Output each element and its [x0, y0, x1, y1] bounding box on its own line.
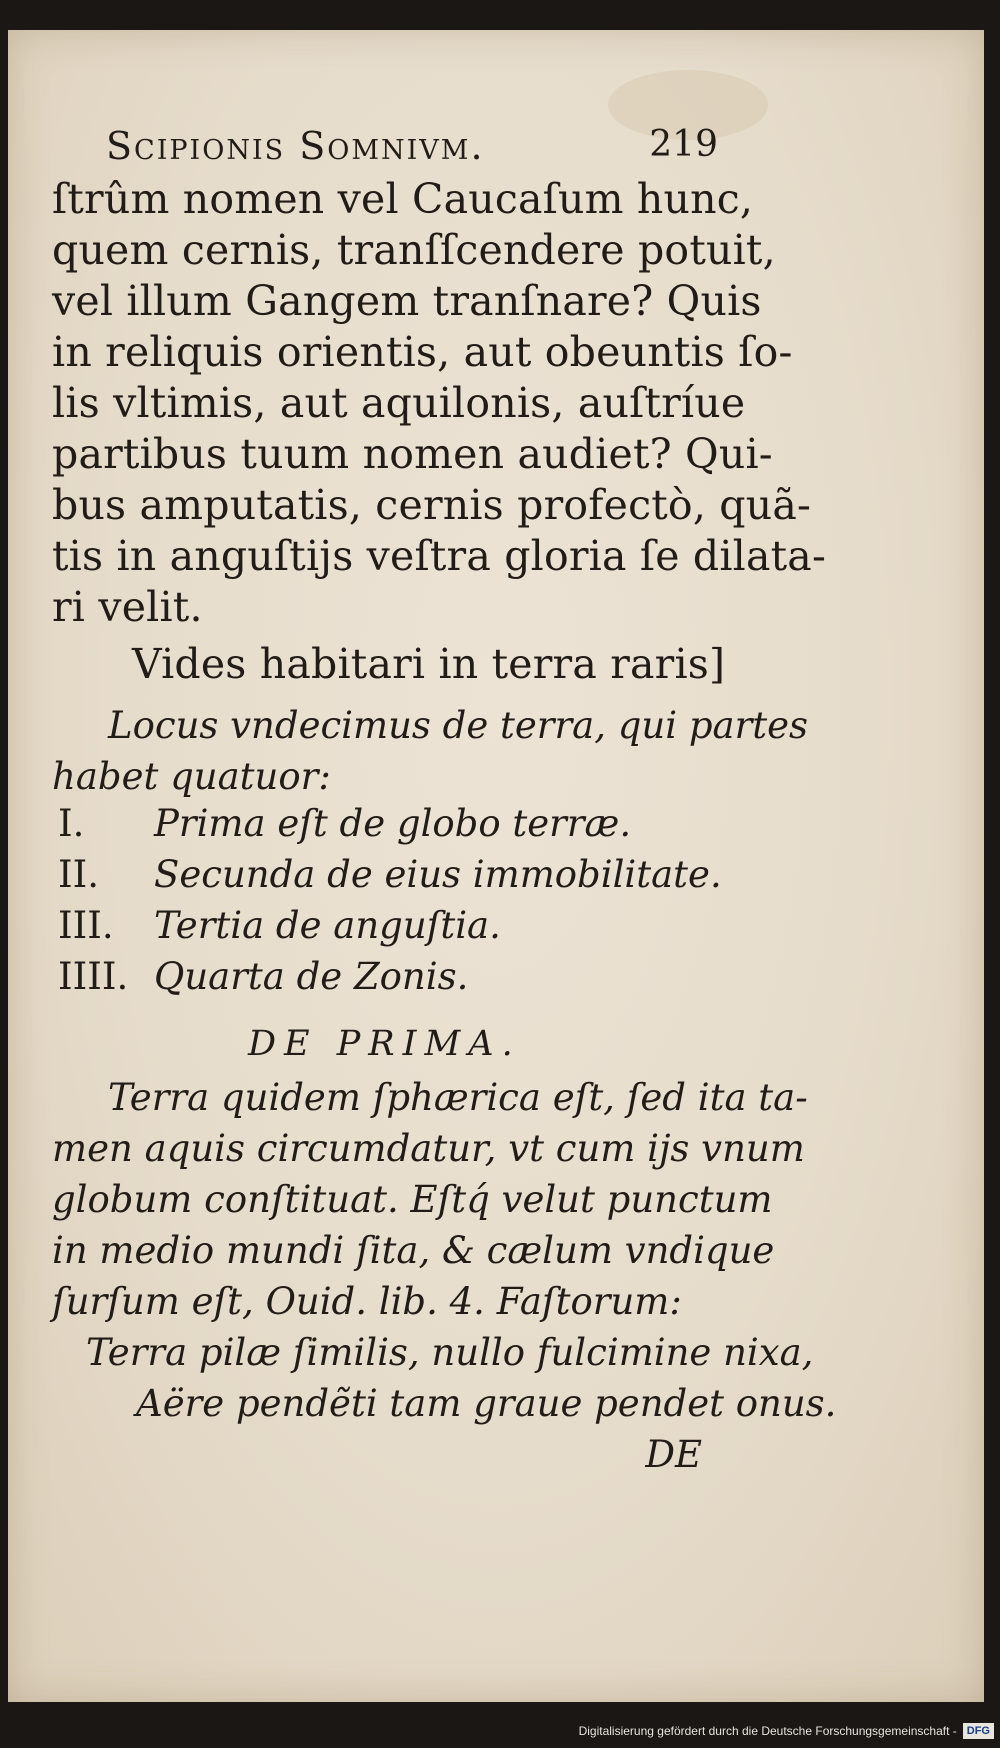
- list-item-text: Quarta de Zonis.: [154, 955, 469, 998]
- passage-line: in reliquis orientis, aut obeuntis ſo-: [52, 328, 793, 376]
- dfg-logo: DFG: [963, 1723, 994, 1739]
- verse-line: Aëre pendẽti tam graue pendet onus.: [136, 1382, 837, 1425]
- passage-line: bus amputatis, cernis profectò, quã-: [52, 481, 812, 529]
- passage-line: lis vltimis, aut aquilonis, auſtríue: [52, 379, 746, 427]
- list-item: [52, 802, 732, 853]
- body-line: men aquis circumdatur, vt cum ijs vnum: [52, 1127, 805, 1170]
- body-line: ſurſum eſt, Ouid. lib. 4. Faſtorum:: [52, 1280, 682, 1323]
- list-item: [52, 853, 732, 904]
- list-item: [52, 904, 732, 955]
- list-item-number: I.: [58, 802, 85, 845]
- passage: [52, 174, 827, 633]
- passage-line: ſtrûm nomen vel Caucaſum hunc,: [52, 175, 754, 223]
- list-item-text: Secunda de eius immobilitate.: [154, 853, 722, 896]
- page-number: 219: [649, 124, 718, 165]
- passage-line: tis in anguſtijs veſtra gloria ſe dilata-: [52, 532, 827, 580]
- running-title: Scipionis Somnivm.: [106, 124, 485, 168]
- verse-quotation: [52, 1327, 837, 1429]
- passage-line: ri velit.: [52, 583, 203, 631]
- text-block: [52, 110, 837, 1480]
- verse-line: Terra pilæ ſimilis, nullo fulcimine nixa,: [86, 1331, 814, 1374]
- list-item-text: Prima eſt de globo terræ.: [154, 802, 632, 845]
- book-page: [8, 30, 984, 1702]
- list-item: [52, 955, 732, 1006]
- lemma: Vides habitari in terra raris]: [132, 640, 726, 688]
- body-line: in medio mundi ſita, & cælum vndique: [52, 1229, 775, 1272]
- locus-line: habet quatuor:: [52, 755, 331, 798]
- list-item-number: III.: [58, 904, 114, 947]
- section-heading: DE PRIMA.: [248, 1024, 521, 1064]
- body-line: Terra quidem ſphærica eſt, ſed ita ta-: [108, 1076, 808, 1119]
- body-text: [52, 1072, 808, 1327]
- digitization-credit: [579, 1720, 994, 1742]
- passage-line: quem cernis, tranſſcendere potuit,: [52, 226, 776, 274]
- list-item-number: IIII.: [58, 955, 129, 998]
- list-item-text: Tertia de anguſtia.: [154, 904, 501, 947]
- locus-heading: [52, 700, 809, 802]
- catchword: DE: [645, 1433, 702, 1476]
- passage-line: vel illum Gangem tranſnare? Quis: [52, 277, 762, 325]
- passage-line: partibus tuum nomen audiet? Qui-: [52, 430, 773, 478]
- locus-line: Locus vndecimus de terra, qui partes: [108, 704, 809, 747]
- running-head: [52, 110, 716, 174]
- parts-list: [52, 802, 732, 1006]
- credit-text: Digitalisierung gefördert durch die Deutsche Forschungsgemeinschaft -: [578, 1724, 957, 1738]
- body-line: globum conſtituat. Eſtq́ velut punctum: [52, 1178, 773, 1221]
- list-item-number: II.: [58, 853, 99, 896]
